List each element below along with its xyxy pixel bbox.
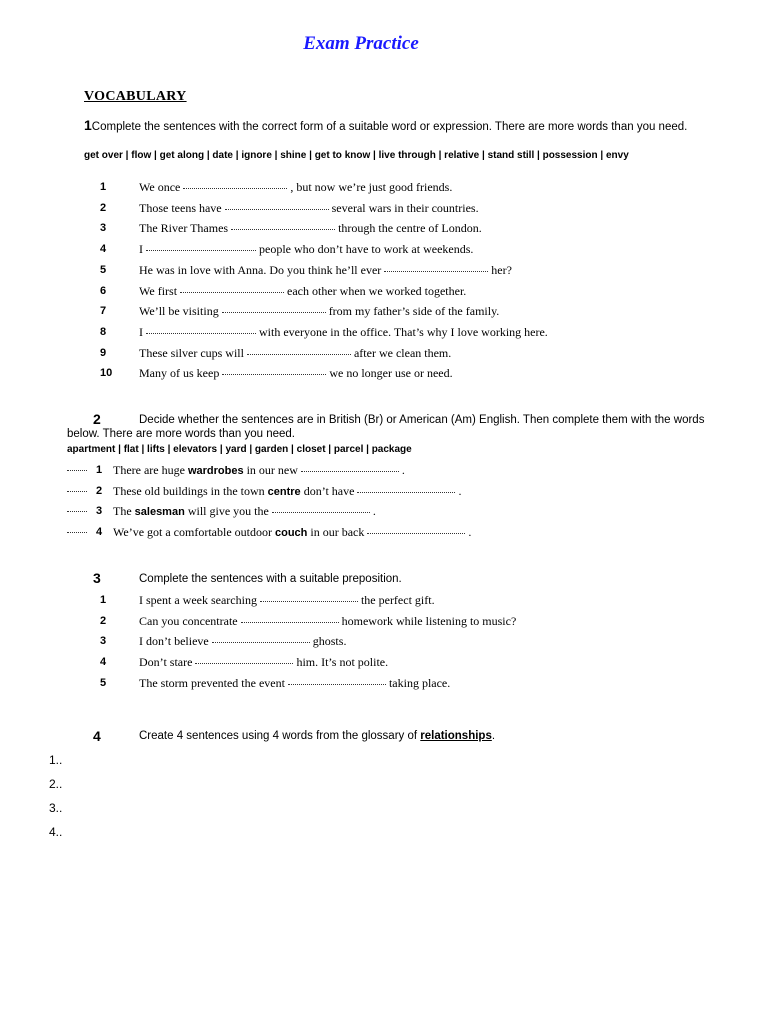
section1-word-bank <box>67 150 717 162</box>
sentence-start: Those teens have <box>139 200 222 215</box>
sentence-end: with everyone in the office. That’s why I love working here. <box>259 324 548 339</box>
item-sentence <box>139 262 512 278</box>
item-sentence <box>139 200 479 216</box>
item-number: 5 <box>100 263 107 276</box>
vocabulary-heading: VOCABULARY <box>84 89 187 104</box>
item-number: 1 <box>100 181 107 193</box>
item-sentence <box>139 365 453 381</box>
section1-instruction <box>67 118 707 134</box>
item-sentence <box>113 503 376 520</box>
answer-line-4[interactable]: 4.. <box>49 825 63 839</box>
item-sentence <box>139 613 516 629</box>
sentence-end: people who don’t have to work at weekends. <box>259 242 474 257</box>
sentence-start: We’ll be visiting <box>139 304 219 319</box>
sentence-end: . <box>401 463 405 477</box>
item-sentence <box>139 654 388 670</box>
item-number: 1 <box>96 464 103 476</box>
item-sentence <box>139 220 482 236</box>
answer-blank[interactable] <box>180 291 284 293</box>
answer-blank[interactable] <box>288 683 386 685</box>
section2-word-bank: apartment | flat | lifts | elevators | yard | garden | closet | parcel | package <box>67 444 412 455</box>
exercise-row <box>0 503 768 519</box>
sentence-start: I don’t believe <box>139 634 209 649</box>
answer-blank[interactable] <box>260 600 358 602</box>
sentence-start: I <box>139 324 143 339</box>
item-number: 8 <box>100 325 107 338</box>
answer-blank[interactable] <box>146 249 256 251</box>
section1-number: 1 <box>84 117 92 133</box>
answer-blank[interactable] <box>222 311 326 313</box>
page-title: Exam Practice <box>303 33 419 54</box>
item-sentence <box>139 633 346 649</box>
item-number: 7 <box>100 305 107 318</box>
item-number: 3 <box>100 222 107 235</box>
sentence-end: several wars in their countries. <box>331 200 479 215</box>
exercise-row <box>0 633 768 649</box>
sentence-start: The River Thames <box>139 221 229 236</box>
answer-line-3[interactable]: 3.. <box>49 801 63 815</box>
sentence-start: Many of us keep <box>139 366 220 381</box>
exercise-row <box>0 365 768 381</box>
sentence-start: There are huge <box>113 463 185 477</box>
item-sentence <box>139 303 499 319</box>
exercise-row <box>0 345 768 361</box>
sentence-end: him. It’s not polite. <box>296 655 389 670</box>
answer-blank[interactable] <box>212 641 310 643</box>
section4-instruction-emphasis: relationships <box>420 730 492 742</box>
exercise-row <box>0 200 768 216</box>
exercise-row <box>0 324 768 340</box>
answer-blank[interactable] <box>231 228 335 230</box>
sentence-start: Don’t stare <box>139 655 193 670</box>
sentence-end: . <box>372 504 376 519</box>
sentence-end: . <box>468 525 472 540</box>
item-sentence <box>139 179 452 195</box>
sentence-end: the perfect gift. <box>360 593 435 607</box>
answer-blank[interactable] <box>357 491 455 493</box>
answer-blank[interactable] <box>301 470 399 472</box>
sentence-end: after we clean them. <box>353 345 452 360</box>
section2-number: 2 <box>93 411 101 427</box>
sentence-start: Can you concentrate <box>139 613 238 628</box>
sentence-start: These old buildings in the town <box>113 483 265 498</box>
br-am-blank[interactable] <box>67 511 87 512</box>
answer-blank[interactable] <box>247 353 351 355</box>
answer-blank[interactable] <box>241 621 339 623</box>
item-sentence <box>113 483 461 500</box>
sentence-end: we no longer use or need. <box>329 366 453 381</box>
answer-blank[interactable] <box>272 511 370 513</box>
exercise-row <box>0 592 768 608</box>
item-number: 4 <box>96 526 103 539</box>
exercise-row <box>0 303 768 319</box>
item-number: 3 <box>100 635 107 648</box>
item-number: 2 <box>96 484 103 497</box>
sentence-start: He was in love with Anna. Do you think he’ll ever <box>139 262 382 277</box>
exercise-row <box>0 220 768 236</box>
answer-blank[interactable] <box>222 373 326 375</box>
item-sentence <box>139 675 450 691</box>
item-sentence <box>139 345 451 361</box>
sentence-end: , but now we’re just good friends. <box>290 180 453 194</box>
highlighted-word: centre <box>267 485 301 498</box>
sentence-middle: don’t have <box>303 483 355 498</box>
section2-instruction-text: Decide whether the sentences are in British (Br) or American (Am) English. Then complete them with the words below. There are more words than you need. <box>67 414 705 440</box>
item-number: 9 <box>100 346 107 359</box>
exercise-row <box>0 613 768 629</box>
br-am-blank[interactable] <box>67 532 87 533</box>
section1-instruction-text: Complete the sentences with the correct form of a suitable word or expression. There are more words than you need. <box>91 121 688 133</box>
item-sentence <box>113 462 405 479</box>
item-number: 2 <box>100 614 107 627</box>
highlighted-word: salesman <box>134 506 185 519</box>
item-number: 4 <box>100 243 107 256</box>
answer-line-1[interactable]: 1.. <box>49 753 63 767</box>
exercise-row <box>0 262 768 278</box>
exercise-row <box>0 654 768 670</box>
sentence-end: from my father’s side of the family. <box>328 304 500 319</box>
sentence-end: homework while listening to music? <box>341 613 517 628</box>
exercise-row <box>0 241 768 257</box>
exercise-row <box>0 675 768 691</box>
sentence-start: We once <box>139 180 181 194</box>
sentence-start: These silver cups will <box>139 345 244 360</box>
section1-word-bank-text: get over | flow | get along | date | ignore | shine | get to know | live through | relative | stand still | possession | envy <box>84 150 629 161</box>
answer-blank[interactable] <box>367 532 465 534</box>
answer-blank[interactable] <box>225 208 329 210</box>
answer-blank[interactable] <box>146 332 256 334</box>
exercise-row <box>0 462 768 478</box>
exercise-row <box>0 483 768 499</box>
sentence-start: The <box>113 504 132 519</box>
sentence-end: through the centre of London. <box>338 221 482 236</box>
sentence-start: I <box>139 242 143 257</box>
sentence-end: taking place. <box>388 675 451 690</box>
section4-number: 4 <box>93 728 101 744</box>
item-number: 2 <box>100 201 107 214</box>
item-number: 4 <box>100 656 107 669</box>
br-am-blank[interactable] <box>67 470 87 471</box>
item-sentence <box>139 324 548 340</box>
sentence-end: each other when we worked together. <box>287 283 467 298</box>
sentence-end: ghosts. <box>312 634 347 649</box>
section4-instruction-text: Create 4 sentences using 4 words from the glossary of <box>139 730 421 742</box>
sentence-end: her? <box>491 262 512 277</box>
item-number: 5 <box>100 676 107 689</box>
section3-number: 3 <box>93 570 101 586</box>
sentence-middle: in our new <box>246 463 298 477</box>
section4-instruction-end: . <box>491 730 496 742</box>
exercise-row <box>0 179 768 195</box>
sentence-end: . <box>458 483 462 498</box>
item-number: 3 <box>96 505 103 518</box>
answer-blank[interactable] <box>195 662 293 664</box>
highlighted-word: couch <box>274 527 308 540</box>
exercise-row <box>0 283 768 299</box>
answer-blank[interactable] <box>384 270 488 272</box>
item-sentence <box>139 283 466 299</box>
sentence-middle: in our back <box>310 525 365 540</box>
answer-blank[interactable] <box>183 187 287 189</box>
item-sentence <box>139 241 473 257</box>
section3-instruction: Complete the sentences with a suitable preposition. <box>139 573 402 585</box>
highlighted-word: wardrobes <box>187 465 244 477</box>
sentence-start: I spent a week searching <box>139 593 257 607</box>
sentence-middle: will give you the <box>187 504 269 519</box>
item-number: 10 <box>100 367 113 380</box>
section4-instruction <box>139 729 768 743</box>
sentence-start: We’ve got a comfortable outdoor <box>113 525 272 540</box>
sentence-start: The storm prevented the event <box>139 675 285 690</box>
section2-instruction <box>67 413 707 441</box>
item-number: 6 <box>100 284 107 297</box>
item-sentence <box>139 592 435 608</box>
item-number: 1 <box>100 594 107 606</box>
sentence-start: We first <box>139 283 178 298</box>
item-sentence <box>113 524 471 541</box>
answer-line-2[interactable]: 2.. <box>49 777 63 791</box>
exercise-row <box>0 524 768 540</box>
br-am-blank[interactable] <box>67 491 87 492</box>
